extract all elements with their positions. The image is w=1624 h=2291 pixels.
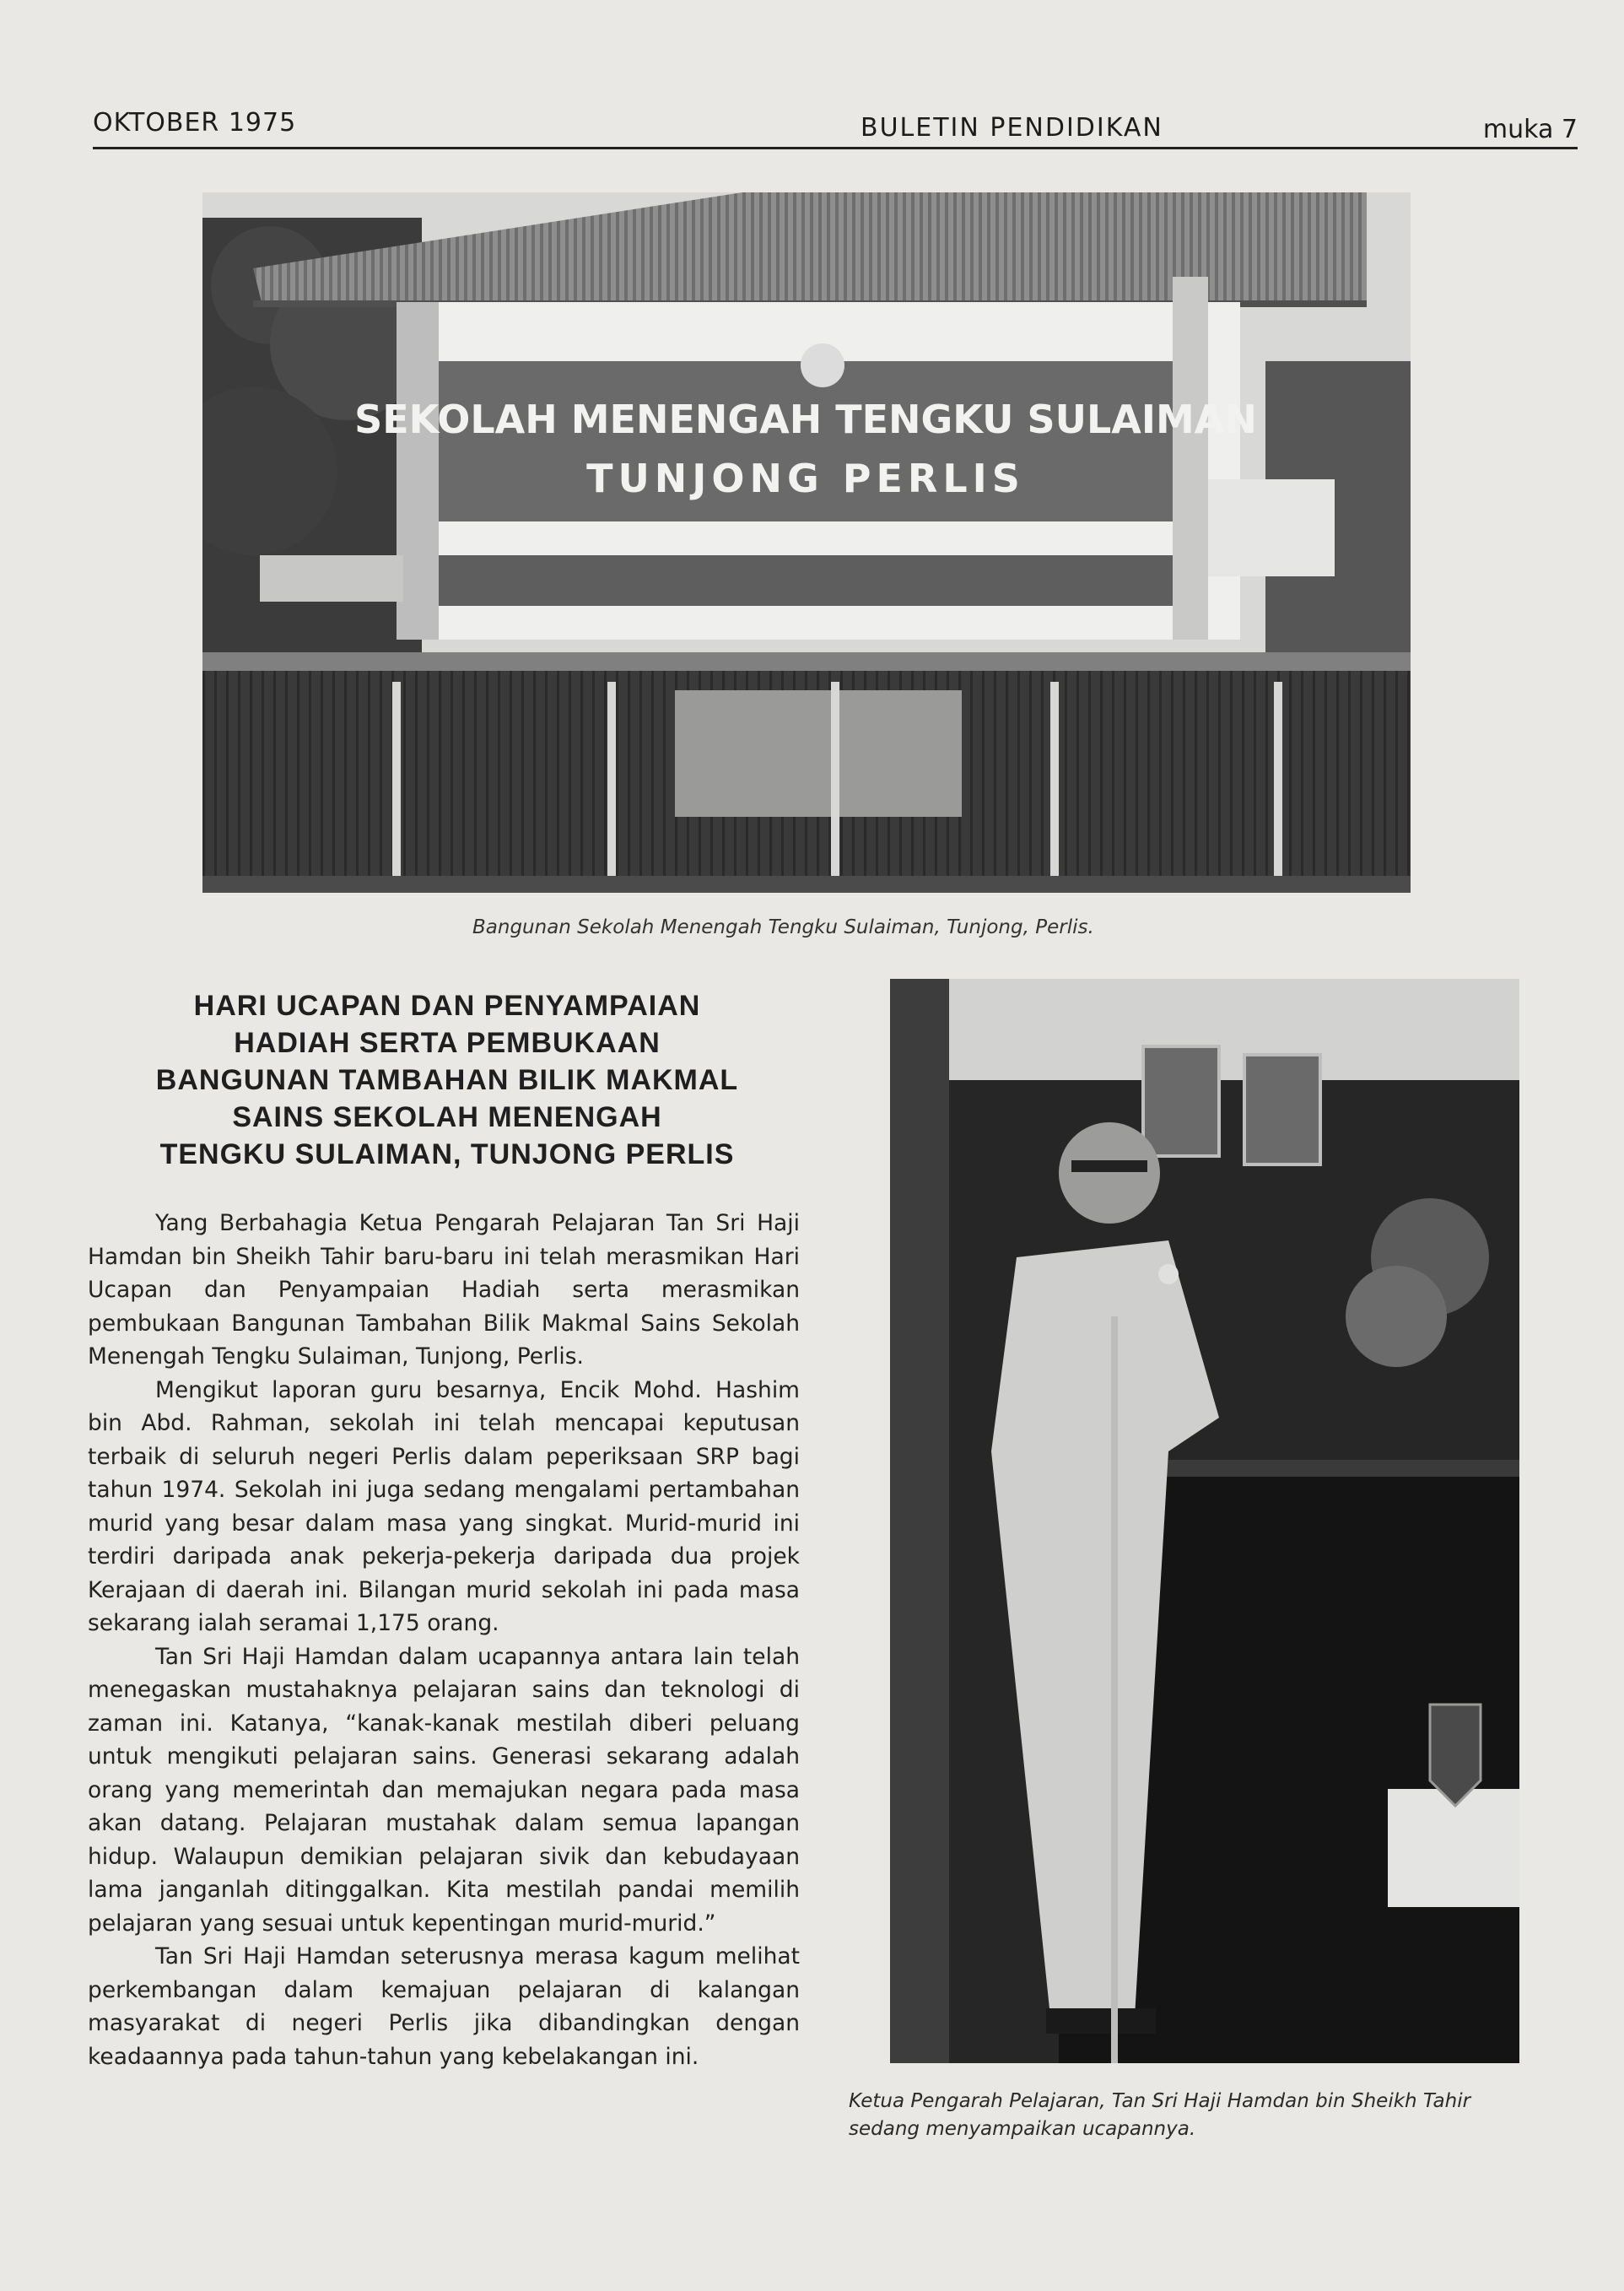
photo-caption-speaker — [849, 2088, 1574, 2143]
school-building-illustration — [202, 192, 1411, 893]
headline-line: TENGKU SULAIMAN, TUNJONG PERLIS — [159, 1138, 735, 1170]
wall-portrait — [1244, 1055, 1320, 1164]
microphone-icon — [1158, 1264, 1179, 1284]
publication-title: BULETIN PENDIDIKAN — [861, 113, 1163, 143]
wall-portrait — [1143, 1046, 1219, 1156]
header-rule — [93, 147, 1578, 149]
article-paragraph: Tan Sri Haji Hamdan dalam ucapannya antara lain telah menegaskan mustahaknya pelajaran sains dan teknologi di zaman ini. Katanya, “kanak-kanak mestilah diberi peluang untuk mengikuti pelajaran sains. Generasi sekarang adalah orang yang memerintah dan memajukan negara pada masa akan datang. Pelajaran mustahak dalam semua lapangan hidup. Walaupun demikian pelajaran sivik dan kebudayaan lama janganlah ditinggalkan. Kita mestilah pandai memilih pelajaran yang sesuai untuk kepentingan murid-murid.” — [88, 1643, 800, 1937]
article-paragraph: Mengikut laporan guru besarnya, Encik Mohd. Hashim bin Abd. Rahman, sekolah ini telah mencapai keputusan terbaik di seluruh negeri Perlis dalam peperiksaan SRP bagi tahun 1974. Sekolah ini juga sedang mengalami pertambahan murid yang besar dalam masa yang singkat. Murid-murid ini terdiri daripada anak pekerja-pekerja daripada dua projek Kerajaan di daerah ini. Bilangan murid sekolah ini pada masa sekarang ialah seramai 1,175 orang. — [88, 1376, 800, 1636]
article-paragraph: Yang Berbahagia Ketua Pengarah Pelajaran Tan Sri Haji Hamdan bin Sheikh Tahir baru-baru ini telah merasmikan Hari Ucapan dan Penyampaian Hadiah serta merasmikan pembukaan Bangunan Tambahan Bilik Makmal Sains Sekolah Menengah Tengku Sulaiman, Tunjong, Perlis. — [88, 1210, 800, 1370]
issue-date: OKTOBER 1975 — [93, 108, 297, 138]
microphone-stand — [1111, 1316, 1118, 2063]
school-crest-icon — [801, 343, 844, 387]
notice-board — [675, 690, 962, 817]
page-header — [93, 103, 1578, 150]
page-number: muka 7 — [1482, 115, 1578, 144]
sign-line-2: TUNJONG PERLIS — [586, 456, 1025, 501]
article-headline — [84, 987, 810, 1173]
speaker-illustration — [890, 979, 1519, 2063]
speaker-head — [1059, 1122, 1160, 1224]
school-building-photo — [202, 192, 1411, 893]
speaker-photo — [890, 979, 1519, 2063]
headline-line: SAINS SEKOLAH MENENGAH — [232, 1101, 662, 1133]
article-body — [88, 1207, 800, 2073]
photo-caption-building: Bangunan Sekolah Menengah Tengku Sulaiman, Tunjong, Perlis. — [472, 916, 1094, 938]
headline-line: HADIAH SERTA PEMBUKAAN — [234, 1027, 661, 1059]
headline-line: HARI UCAPAN DAN PENYAMPAIAN — [193, 990, 701, 1022]
headline-line: BANGUNAN TAMBAHAN BILIK MAKMAL — [155, 1064, 739, 1096]
caption-line: Ketua Pengarah Pelajaran, Tan Sri Haji Hamdan bin Sheikh Tahir — [849, 2090, 1471, 2112]
caption-line: sedang menyampaikan ucapannya. — [849, 2118, 1196, 2140]
sign-line-1: SEKOLAH MENENGAH TENGKU SULAIMAN — [354, 397, 1257, 442]
article-paragraph: Tan Sri Haji Hamdan seterusnya merasa kagum melihat perkembangan dalam kemajuan pelajaran di kalangan masyarakat di negeri Perlis jika dibandingkan dengan keadaannya pada tahun-tahun yang kebelakangan ini. — [88, 1943, 800, 2070]
